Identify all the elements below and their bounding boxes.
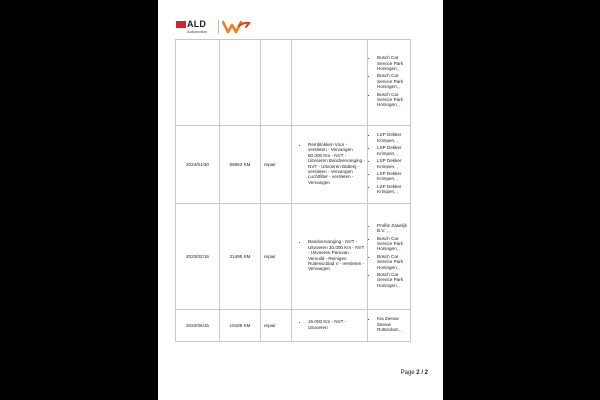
work-cell [292, 310, 368, 342]
type-cell: repair [261, 126, 292, 204]
table-row [176, 126, 411, 204]
partner-logo-icon [222, 19, 252, 35]
place-item: • LSP Dekker Krimpen, , [377, 184, 408, 195]
place-item: • Bosch Car Service Park Honingen, , [377, 272, 408, 288]
date-cell: 2022/06/15 [176, 310, 220, 342]
maintenance-history-table [175, 39, 411, 342]
page-separator: / [421, 370, 423, 376]
place-item: • Bosch Car Service Park Honingen, , [377, 55, 408, 71]
brand-subtitle: Automotive [187, 29, 208, 34]
type-cell: repair [261, 310, 292, 342]
km-cell: 31495 KM [220, 204, 261, 310]
date-cell: 2024/01/30 [176, 126, 220, 204]
place-item: • Bosch Car Service Park Honingen, , [377, 254, 408, 270]
brand-name: ALD [187, 19, 207, 29]
table-row [176, 204, 411, 310]
ald-red-block [176, 21, 186, 28]
place-cell [368, 126, 411, 204]
work-item: • 15.000 Km - NVT - Uitvoeren [308, 319, 366, 330]
place-item: • LSP Dekker Krimpen, , [377, 132, 408, 143]
place-cell [368, 310, 411, 342]
place-item: • LSP Dekker Krimpen, , [377, 171, 408, 182]
logo-divider [218, 20, 219, 34]
place-item: • Bosch Car Service Park Honingen, , [377, 92, 408, 108]
km-cell [220, 40, 261, 126]
date-cell: 2023/02/15 [176, 204, 220, 310]
date-cell [176, 40, 220, 126]
place-item: • Profile Zakelijk B.V. , , [377, 223, 408, 234]
place-cell [368, 40, 411, 126]
work-cell [292, 40, 368, 126]
document-page [158, 0, 443, 400]
page-current: 2 [416, 370, 420, 376]
table-row [176, 310, 411, 342]
km-cell: 15188 KM [220, 310, 261, 342]
page-number [401, 370, 428, 376]
page-label: Page [400, 370, 415, 376]
work-item: • Remblokken Voor - versleten - Vervangen 60.000 Km - NVT - Uitvoeren Bandvervanging - NVT - Uitvoeren Batterij - versleten - Vervangen Luchtfilter - versleten - Vervangen [308, 142, 366, 185]
page-total: 2 [424, 370, 428, 376]
place-cell [368, 204, 411, 310]
place-item: • LSP Dekker Krimpen, , [377, 158, 408, 169]
type-cell: repair [261, 204, 292, 310]
place-item: • Bosch Car Service Park Honingen, , [377, 73, 408, 89]
place-item: • LSP Dekker Krimpen, , [377, 145, 408, 156]
place-item: • Bosch Car Service Park Honingen, , [377, 236, 408, 252]
work-cell [292, 204, 368, 310]
place-item: • Kia Zeeuw Zeeuw Rotterdam, , [377, 316, 408, 332]
work-cell [292, 126, 368, 204]
work-item: • Bandvervanging - NVT - Uitvoeren 30.000 Km - NVT - Uitvoeren Paravan - Vervuild - Reinigen Ruitenw.blad V - versleten - Vervangen [308, 239, 366, 271]
table-row [176, 40, 411, 126]
km-cell: 58563 KM [220, 126, 261, 204]
type-cell [261, 40, 292, 126]
